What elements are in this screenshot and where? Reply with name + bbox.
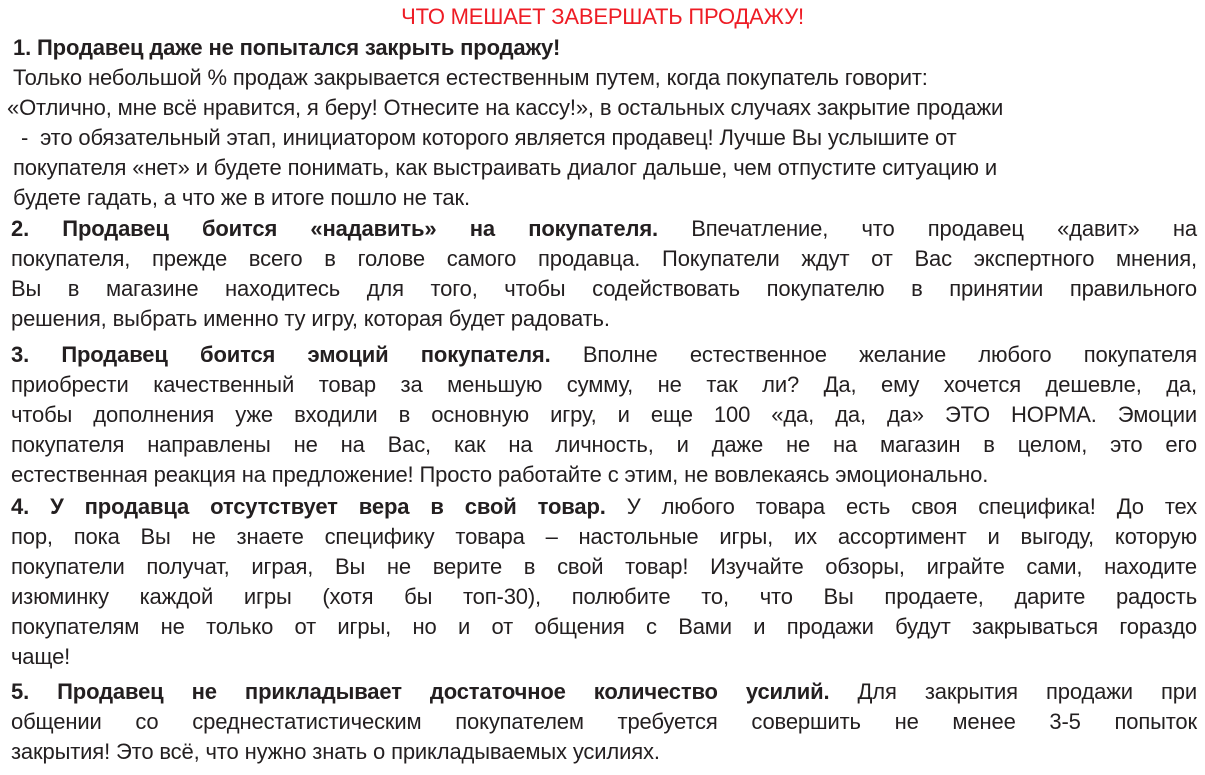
section-heading-text: 1. Продавец даже не попытался закрыть продажу!	[13, 35, 561, 60]
section-3-line-4: покупателя направлены не на Вас, как на личность, и даже не на магазин в целом, это его	[11, 432, 1197, 457]
section-4-line-3: покупатели получат, играя, Вы не верите в свой товар! Изучайте обзоры, играйте сами, находите	[11, 554, 1197, 579]
section-2-line-3: Вы в магазине находитесь для того, чтобы содействовать покупателю в принятии правильного	[11, 276, 1197, 301]
section-2-line-2: покупателя, прежде всего в голове самого продавца. Покупатели ждут от Вас экспертного мнения,	[11, 246, 1197, 271]
section-1-line-3: - это обязательный этап, инициатором которого является продавец! Лучше Вы услышите от	[15, 125, 957, 150]
section-heading-text: 3. Продавец боится эмоций покупателя.	[11, 342, 551, 367]
section-2-line-4: решения, выбрать именно ту игру, которая будет радовать.	[11, 306, 610, 331]
section-heading-text: 2. Продавец боится «надавить» на покупателя.	[11, 216, 658, 241]
section-4	[11, 492, 1197, 672]
section-text: Вполне естественное желание любого покупателя	[550, 342, 1197, 367]
section-3	[11, 340, 1197, 490]
section-4-line-2: пор, пока Вы не знаете специфику товара – настольные игры, их ассортимент и выгоду, которую	[11, 524, 1197, 549]
section-4-line-1	[11, 492, 1197, 522]
section-3-line-5: естественная реакция на предложение! Просто работайте с этим, не вовлекаясь эмоционально.	[11, 462, 989, 487]
section-5-line-2: общении со среднестатистическим покупателем требуется совершить не менее 3-5 попыток	[11, 709, 1197, 734]
section-4-line-6: чаще!	[11, 644, 71, 669]
section-3-line-2: приобрести качественный товар за меньшую сумму, не так ли? Да, ему хочется дешевле, да,	[11, 372, 1197, 397]
section-1-line-5: будете гадать, а что же в итоге пошло не так.	[13, 185, 470, 210]
section-text: Впечатление, что продавец «давит» на	[657, 216, 1197, 241]
section-4-line-5: покупателям не только от игры, но и от общения с Вами и продажи будут закрываться гораздо	[11, 614, 1197, 639]
section-5-line-1	[11, 677, 1197, 707]
section-5	[11, 677, 1197, 767]
section-heading-text: 4. У продавца отсутствует вера в свой товар.	[11, 494, 606, 519]
section-text: У любого товара есть своя специфика! До тех	[605, 494, 1197, 519]
section-1-line-2: «Отлично, мне всё нравится, я беру! Отнесите на кассу!», в остальных случаях закрытие продажи	[7, 95, 1004, 120]
section-4-line-4: изюминку каждой игры (хотя бы топ-30), полюбите то, что Вы продаете, дарите радость	[11, 584, 1197, 609]
section-3-line-3: чтобы дополнения уже входили в основную игру, и еще 100 «да, да, да» ЭТО НОРМА. Эмоции	[11, 402, 1197, 427]
section-3-line-1	[11, 340, 1197, 370]
section-2-line-1	[11, 214, 1197, 244]
section-text: Для закрытия продажи при	[829, 679, 1197, 704]
section-heading-text: 5. Продавец не прикладывает достаточное количество усилий.	[11, 679, 830, 704]
section-2	[11, 214, 1197, 334]
section-1-line-1: Только небольшой % продаж закрывается естественным путем, когда покупатель говорит:	[13, 65, 928, 90]
section-1-heading	[13, 33, 1193, 63]
section-1-line-4: покупателя «нет» и будете понимать, как выстраивать диалог дальше, чем отпустите ситуацию и	[13, 155, 997, 180]
section-1	[7, 33, 1193, 213]
section-5-line-3: закрытия! Это всё, что нужно знать о прикладываемых усилиях.	[11, 739, 660, 764]
document-title: ЧТО МЕШАЕТ ЗАВЕРШАТЬ ПРОДАЖУ!	[401, 4, 804, 29]
